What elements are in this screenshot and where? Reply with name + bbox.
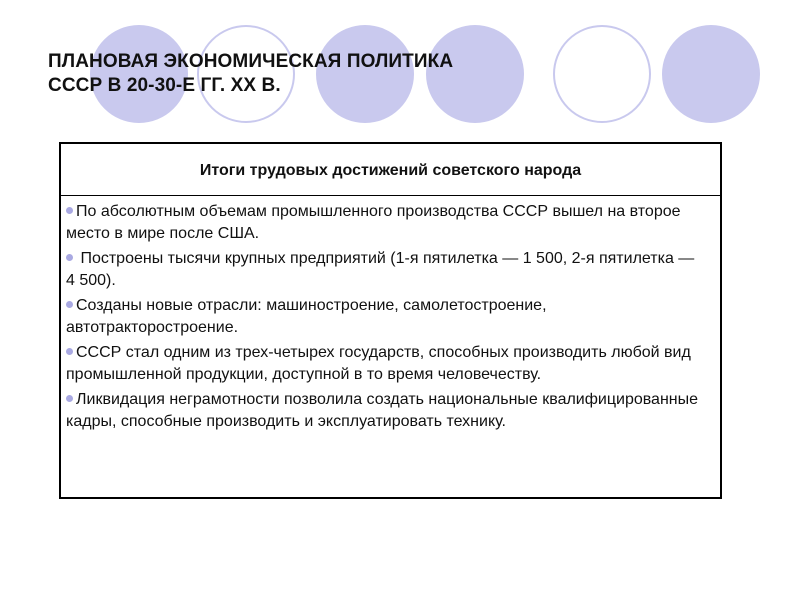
title-line-2: СССР В 20-30-Е ГГ. ХХ В. xyxy=(48,75,281,96)
achievements-table xyxy=(59,142,722,499)
decor-circle-6 xyxy=(662,25,760,123)
bullet-icon xyxy=(66,348,73,355)
page-title xyxy=(48,50,453,98)
list-item xyxy=(66,201,706,245)
list-item-text: СССР стал одним из трех-четырех государств, способных производить любой вид промышленной продукции, доступной в то время человечеству. xyxy=(66,344,691,383)
bullet-icon xyxy=(66,395,73,402)
list-item xyxy=(66,342,706,386)
table-body xyxy=(61,196,720,433)
table-header: Итоги трудовых достижений советского народа xyxy=(61,144,720,196)
list-item-text: По абсолютным объемам промышленного производства СССР вышел на второе место в мире после США. xyxy=(66,203,681,242)
list-item-text: Построены тысячи крупных предприятий (1-я пятилетка — 1 500, 2-я пятилетка — 4 500). xyxy=(66,250,695,289)
bullet-icon xyxy=(66,207,73,214)
bullet-icon xyxy=(66,301,73,308)
list-item-text: Ликвидация неграмотности позволила создать национальные квалифицированные кадры, способные производить и эксплуатировать технику. xyxy=(66,391,699,430)
list-item xyxy=(66,248,706,292)
list-item xyxy=(66,295,706,339)
decor-circle-5 xyxy=(553,25,651,123)
bullet-icon xyxy=(66,254,73,261)
list-item-text: Созданы новые отрасли: машиностроение, самолетостроение, автотракторостроение. xyxy=(66,297,547,336)
title-line-1: ПЛАНОВАЯ ЭКОНОМИЧЕСКАЯ ПОЛИТИКА xyxy=(48,51,454,72)
list-item xyxy=(66,389,706,433)
